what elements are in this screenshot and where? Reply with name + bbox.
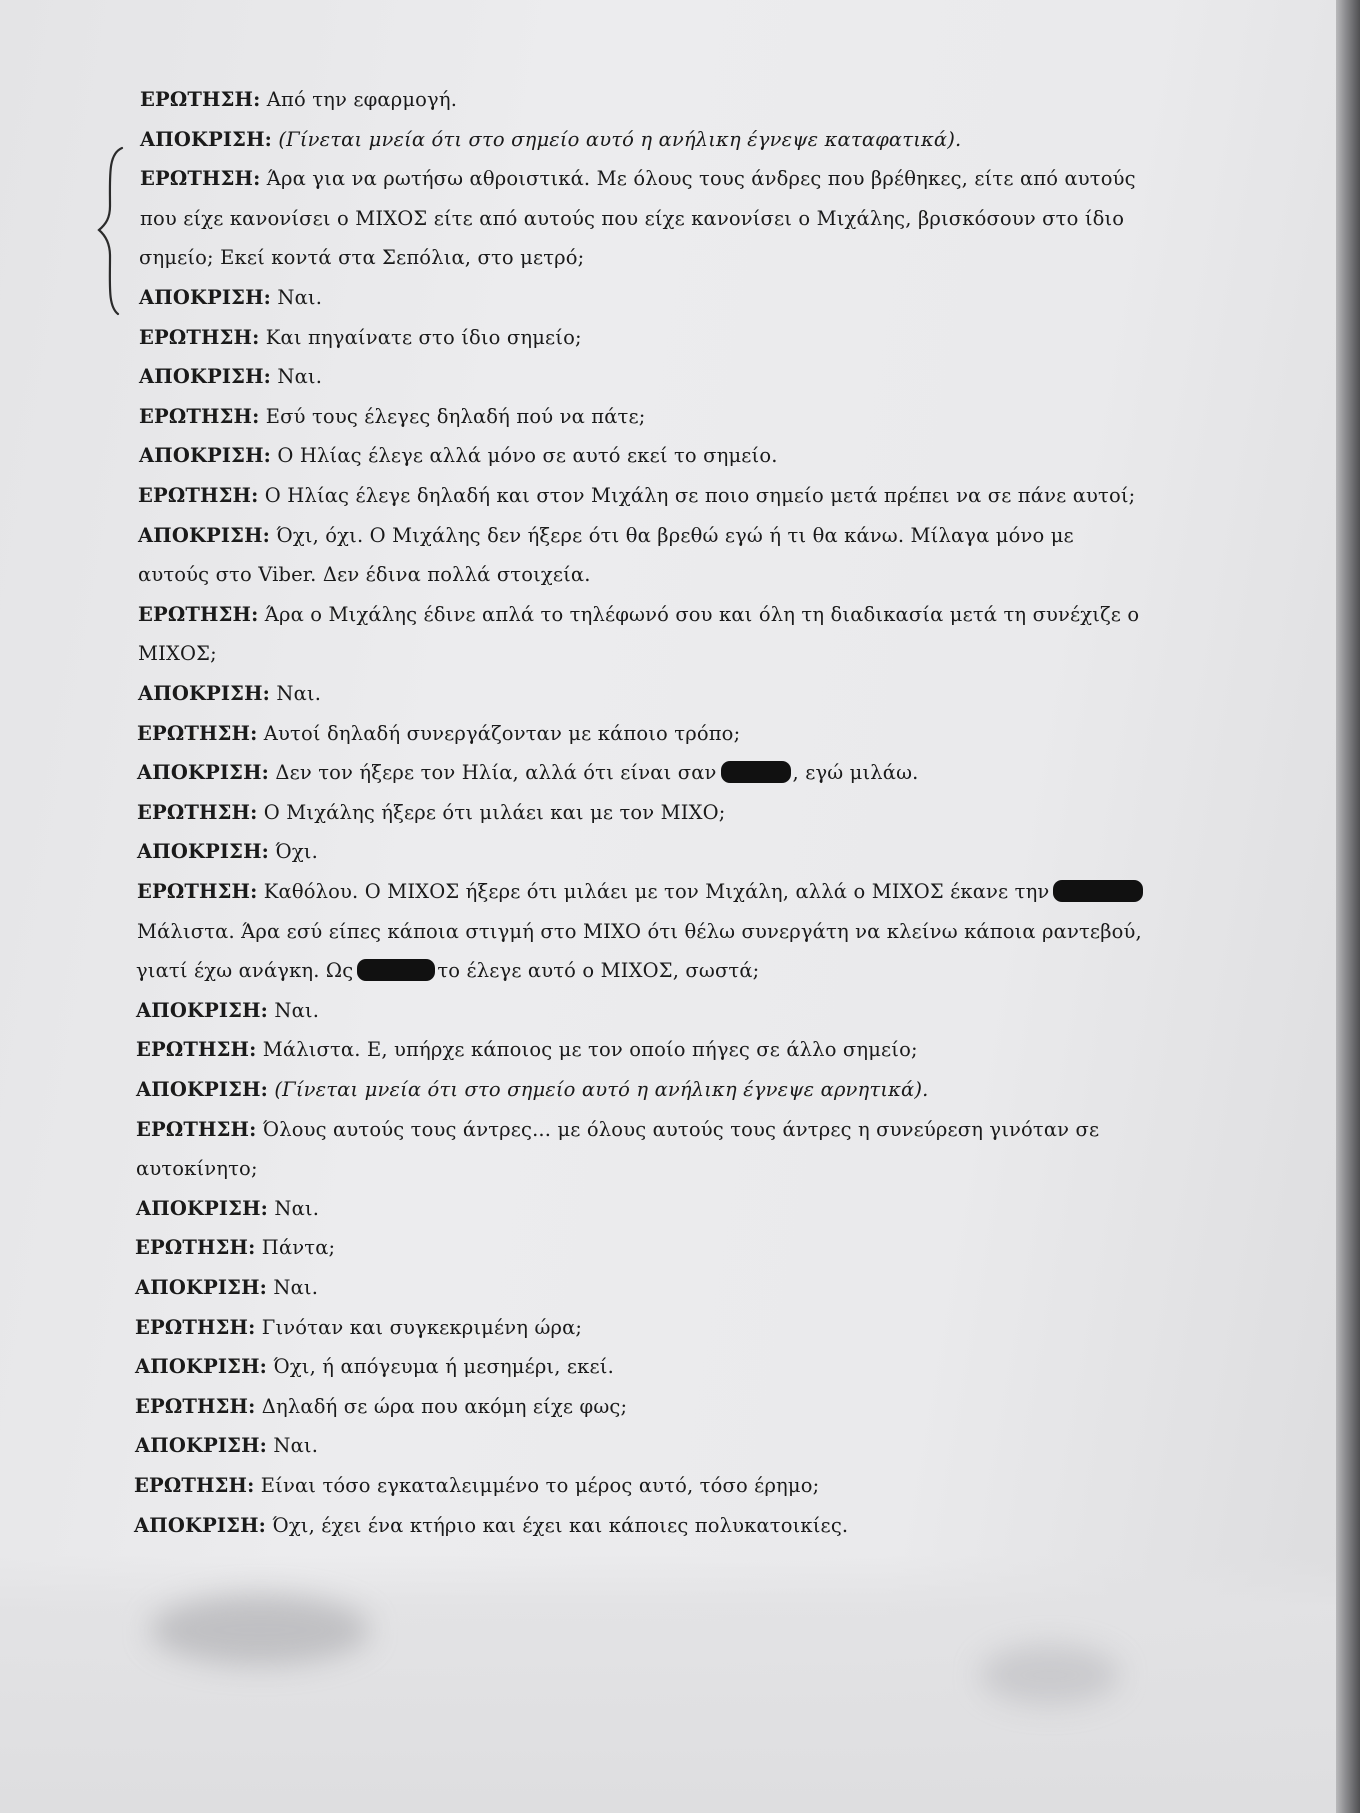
line-text: Αυτοί δηλαδή συνεργάζονταν με κάποιο τρόπο; [263,722,741,745]
question-label: ΕΡΩΤΗΣΗ: [138,603,259,626]
answer-label: ΑΠΟΚΡΙΣΗ: [135,1355,268,1378]
line-text: Όχι, όχι. Ο Μιχάλης δεν ήξερε ότι θα βρεθώ εγώ ή τι θα κάνω. Μίλαγα μόνο με [276,524,1074,547]
question-line [137,722,740,745]
line-text: Ναι. [277,286,323,309]
blurred-signature [150,1595,370,1665]
question-line [135,1316,582,1339]
line-text: Καθόλου. Ο ΜΙΧΟΣ ήξερε ότι μιλάει με τον Μιχάλη, αλλά ο ΜΙΧΟΣ έκανε την [263,880,1050,903]
line-text: Ναι. [274,1197,320,1220]
question-label: ΕΡΩΤΗΣΗ: [135,1316,256,1339]
line-text: Γινόταν και συγκεκριμένη ώρα; [261,1316,583,1339]
line-text: σημείο; Εκεί κοντά στα Σεπόλια, στο μετρό; [139,246,585,269]
question-label: ΕΡΩΤΗΣΗ: [140,167,261,190]
question-line [140,167,1136,190]
line-text: Άρα για να ρωτήσω αθροιστικά. Με όλους τους άνδρες που βρέθηκες, είτε από αυτούς [266,167,1136,190]
continuation-line [138,563,591,586]
question-line [136,1118,1099,1141]
answer-line [135,1355,614,1378]
answer-line [139,365,322,388]
answer-label: ΑΠΟΚΡΙΣΗ: [134,1514,267,1537]
question-label: ΕΡΩΤΗΣΗ: [135,1236,256,1259]
line-text: Όλους αυτούς τους άντρες... με όλους αυτούς τους άντρες η συνεύρεση γινόταν σε [262,1118,1100,1141]
line-text: αυτούς στο Viber. Δεν έδινα πολλά στοιχεία. [138,563,591,586]
line-text: Μάλιστα. Άρα εσύ είπες κάποια στιγμή στο ΜΙΧΟ ότι θέλω συνεργάτη να κλείνω κάποια ραντεβού, [137,920,1142,943]
answer-label: ΑΠΟΚΡΙΣΗ: [139,444,272,467]
question-line [135,1236,335,1259]
answer-label: ΑΠΟΚΡΙΣΗ: [136,1197,269,1220]
answer-label: ΑΠΟΚΡΙΣΗ: [136,1078,269,1101]
question-line [137,801,726,824]
page-edge-shadow [1336,0,1360,1813]
question-line [135,1395,627,1418]
line-text: Δεν τον ήξερε τον Ηλία, αλλά ότι είναι σαν [275,761,717,784]
line-text: αυτοκίνητο; [136,1157,258,1180]
answer-line [139,444,778,467]
answer-line [136,1197,319,1220]
line-text: Όχι, έχει ένα κτήριο και έχει και κάποιες πολυκατοικίες. [272,1514,849,1537]
line-text: Άρα ο Μιχάλης έδινε απλά το τηλέφωνό σου και όλη τη διαδικασία μετά τη συνέχιζε ο [264,603,1140,626]
question-line [138,603,1139,626]
line-text: Μάλιστα. Ε, υπήρχε κάποιος με τον οποίο πήγες σε άλλο σημείο; [262,1038,918,1061]
answer-line [137,761,919,784]
answer-line [136,999,319,1022]
redaction-mark [721,761,791,783]
answer-label: ΑΠΟΚΡΙΣΗ: [136,999,269,1022]
answer-label: ΑΠΟΚΡΙΣΗ: [139,286,272,309]
answer-line [135,1434,318,1457]
question-label: ΕΡΩΤΗΣΗ: [139,405,260,428]
question-label: ΕΡΩΤΗΣΗ: [138,484,259,507]
line-text: Ο Ηλίας έλεγε αλλά μόνο σε αυτό εκεί το σημείο. [277,444,778,467]
question-label: ΕΡΩΤΗΣΗ: [140,88,261,111]
continuation-line [140,207,1124,230]
question-line [140,88,457,111]
answer-label: ΑΠΟΚΡΙΣΗ: [137,840,270,863]
question-label: ΕΡΩΤΗΣΗ: [137,880,258,903]
line-text: Πάντα; [261,1236,336,1259]
line-text: Ναι. [273,1276,319,1299]
answer-line [139,286,322,309]
continuation-line [139,246,584,269]
line-text: Και πηγαίνατε στο ίδιο σημείο; [265,326,582,349]
continuation-line [138,642,217,665]
answer-line [137,840,318,863]
line-text: Εσύ τους έλεγες δηλαδή πού να πάτε; [265,405,646,428]
answer-label: ΑΠΟΚΡΙΣΗ: [139,365,272,388]
blurred-footer [0,1555,1336,1813]
continuation-line [136,959,759,982]
line-text: Ναι. [276,682,322,705]
answer-line [136,1078,929,1101]
answer-label: ΑΠΟΚΡΙΣΗ: [140,128,273,151]
line-text: γιατί έχω ανάγκη. Ως [136,959,354,982]
redaction-mark [1053,880,1143,902]
handwritten-bracket-mark [96,146,126,316]
answer-label: ΑΠΟΚΡΙΣΗ: [138,682,271,705]
question-line [136,1038,918,1061]
answer-line [140,128,961,151]
answer-line [134,1514,848,1537]
redaction-mark [357,959,435,981]
line-text: Ο Μιχάλης ήξερε ότι μιλάει και με τον ΜΙΧΟ; [263,801,726,824]
line-text: Ναι. [274,999,320,1022]
answer-label: ΑΠΟΚΡΙΣΗ: [137,761,270,784]
answer-label: ΑΠΟΚΡΙΣΗ: [138,524,271,547]
answer-line [138,682,321,705]
continuation-line [136,1157,258,1180]
blurred-mark [980,1645,1120,1705]
line-text: Ναι. [277,365,323,388]
question-line [139,326,582,349]
question-label: ΕΡΩΤΗΣΗ: [136,1038,257,1061]
line-text-after-redaction: το έλεγε αυτό ο ΜΙΧΟΣ, σωστά; [437,959,760,982]
answer-line [135,1276,318,1299]
question-label: ΕΡΩΤΗΣΗ: [136,1118,257,1141]
answer-label: ΑΠΟΚΡΙΣΗ: [135,1434,268,1457]
line-text: Ναι. [273,1434,319,1457]
line-text: Όχι. [275,840,318,863]
question-label: ΕΡΩΤΗΣΗ: [135,1395,256,1418]
answer-line [138,524,1074,547]
question-line [134,1474,819,1497]
line-text: (Γίνεται μνεία ότι στο σημείο αυτό η ανήλικη έγνεψε καταφατικά). [278,128,962,151]
line-text: Όχι, ή απόγευμα ή μεσημέρι, εκεί. [273,1355,614,1378]
answer-label: ΑΠΟΚΡΙΣΗ: [135,1276,268,1299]
question-label: ΕΡΩΤΗΣΗ: [137,722,258,745]
question-line [138,484,1135,507]
line-text: Είναι τόσο εγκαταλειμμένο το μέρος αυτό, τόσο έρημο; [260,1474,820,1497]
question-label: ΕΡΩΤΗΣΗ: [137,801,258,824]
continuation-line [137,920,1142,943]
line-text: ΜΙΧΟΣ; [138,642,217,665]
line-text: που είχε κανονίσει ο ΜΙΧΟΣ είτε από αυτούς που είχε κανονίσει ο Μιχάλης, βρισκόσουν στο ίδιο [140,207,1125,230]
question-line [139,405,645,428]
line-text-after-redaction: , εγώ μιλάω. [792,761,919,784]
line-text: Από την εφαρμογή. [266,88,458,111]
question-label: ΕΡΩΤΗΣΗ: [139,326,260,349]
line-text: Ο Ηλίας έλεγε δηλαδή και στον Μιχάλη σε ποιο σημείο μετά πρέπει να σε πάνε αυτοί; [264,484,1136,507]
line-text: (Γίνεται μνεία ότι στο σημείο αυτό η ανήλικη έγνεψε αρνητικά). [274,1078,929,1101]
line-text: Δηλαδή σε ώρα που ακόμη είχε φως; [261,1395,628,1418]
question-label: ΕΡΩΤΗΣΗ: [134,1474,255,1497]
question-line [137,880,1145,903]
